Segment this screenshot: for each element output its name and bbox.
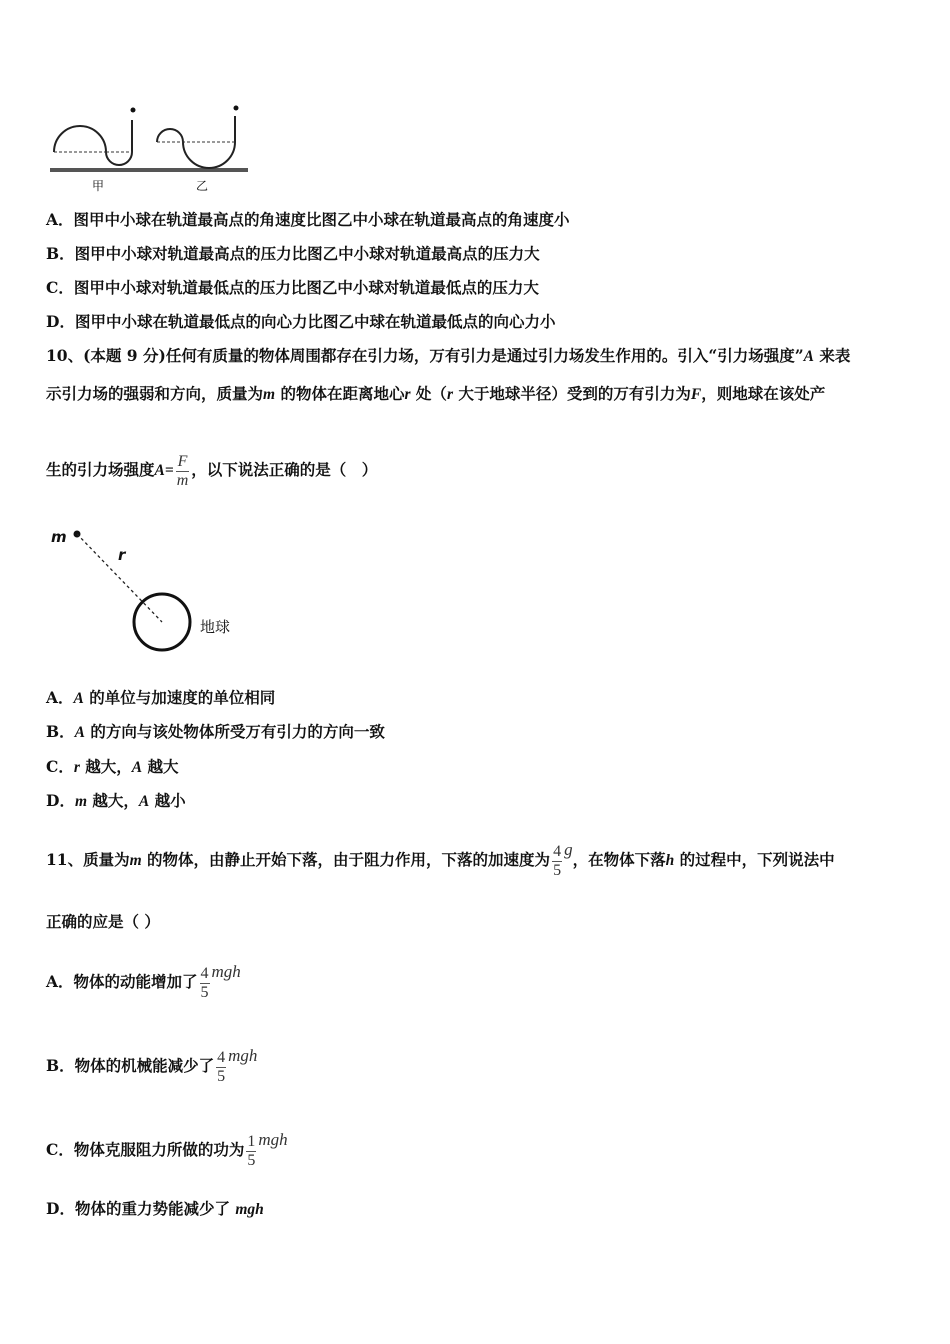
q10-a-var: A [73,690,84,707]
q10-option-a [46,688,275,709]
q10-c-var2: A [131,759,143,776]
label-r: r [118,546,126,564]
q10-c-var1: r [73,759,80,776]
q10-d-prefix: D． [46,791,75,810]
q11-d-var: mgh [235,1201,264,1218]
q10-text-2d: 大于地球半径）受到的万有引力为 [452,384,691,403]
label-jia: 甲 [92,179,105,193]
q11-option-d [46,1199,264,1220]
q10-c-mid: 越大， [79,757,132,776]
q10-c-prefix: C． [46,757,74,776]
ball-yi [234,106,239,111]
q10-d-end: 越小 [149,791,186,810]
q11-text-a: 质量为 [83,850,130,869]
earth-figure [44,520,264,660]
q11-a-suffix: mgh [211,962,241,981]
q10-score-tag: (本题 9 分) [83,346,166,365]
q11-b-suffix: mgh [228,1046,258,1065]
q11-frac-den: 5 [553,861,562,879]
q10-var-m: m [263,386,276,403]
q10-b-prefix: B． [46,722,75,741]
q11-text-c: ，在物体下落 [572,850,666,869]
q10-c-end: 越大 [142,757,179,776]
q10-var-r-2: r [446,386,453,403]
q11-var-h: h [665,852,675,869]
q11-text-d: 的过程中，下列说法中 [674,850,835,869]
q11-option-b [46,1034,257,1088]
q9-option-c: C．图甲中小球对轨道最低点的压力比图乙中小球对轨道最低点的压力大 [46,278,539,297]
q9-option-a: A．图甲中小球在轨道最高点的角速度比图乙中小球在轨道最高点的角速度小 [46,210,570,229]
ball-jia [131,108,136,113]
q11-option-c [46,1118,288,1172]
q11-c-num: 1 [247,1132,256,1150]
q10-var-r: r [404,386,411,403]
q11-b-text: B．物体的机械能减少了 [46,1056,215,1075]
q10-text-1-end: 来表 [814,346,851,365]
tracks-figure [44,100,254,196]
q10-text-2e: ，则地球在该处产 [701,384,826,403]
q11-frac-num: 4 [553,842,562,860]
q10-b-var: A [74,724,85,741]
q11-line-1 [46,830,835,881]
q10-fraction [176,453,190,490]
q10-frac-num: F [177,452,188,470]
q9-option-b: B．图甲中小球对轨道最高点的压力比图乙中小球对轨道最高点的压力大 [46,244,540,263]
q10-equation: A= [154,462,174,479]
label-yi: 乙 [196,179,209,193]
ground-line [50,168,248,172]
q10-text-2c: 处（ [410,384,447,403]
q10-line-1 [46,346,850,367]
q10-a-prefix: A． [46,688,74,707]
q10-text-3b: ，以下说法正确的是（ ） [191,460,378,479]
q11-number: 11、 [46,850,84,869]
q10-line-2 [46,384,825,405]
q10-d-var1: m [74,793,88,810]
q11-b-num: 4 [217,1048,226,1066]
q11-b-den: 5 [217,1067,226,1085]
q11-text-b: 的物体，由静止开始下落，由于阻力作用，下落的加速度为 [141,850,551,869]
q10-line-3 [46,450,377,491]
q11-line-2: 正确的应是（ ） [46,912,160,931]
q10-b-text: 的方向与该处物体所受万有引力的方向一致 [84,722,385,741]
q10-d-var2: A [138,793,150,810]
q11-a-den: 5 [200,983,209,1001]
q10-frac-den: m [176,471,189,489]
q9-option-d: D．图甲中小球在轨道最低点的向心力比图乙中球在轨道最低点的向心力小 [46,312,556,331]
label-earth: 地球 [200,618,231,636]
q11-option-a [46,950,241,1004]
q10-text-1: 任何有质量的物体周围都存在引力场，万有引力是通过引力场发生作用的。引入“引力场强度” [165,346,804,365]
q11-a-fraction [200,965,210,1002]
q10-var-a: A [803,348,815,365]
q11-fraction [552,843,562,880]
q11-c-text: C．物体克服阻力所做的功为 [46,1140,245,1159]
q11-b-fraction [216,1049,226,1086]
q10-a-text: 的单位与加速度的单位相同 [83,688,276,707]
q10-number: 10、 [46,346,84,365]
q10-var-f: F [690,386,702,403]
q10-d-mid: 越大， [87,791,139,810]
q11-frac-suffix: g [564,840,573,859]
q11-c-suffix: mgh [258,1130,288,1149]
q10-option-b [46,722,385,743]
q10-option-c [46,757,179,778]
q11-a-num: 4 [200,964,209,982]
q11-c-den: 5 [247,1151,256,1169]
track-jia [54,120,132,165]
q11-var-m: m [129,852,142,869]
q10-option-d [46,791,186,812]
q11-c-fraction [246,1133,256,1170]
q11-a-text: A．物体的动能增加了 [46,972,198,991]
q10-text-2a: 示引力场的强弱和方向，质量为 [46,384,264,403]
q11-d-text: D．物体的重力势能减少了 [46,1199,236,1218]
q10-text-2b: 的物体在距离地心 [275,384,405,403]
label-m: m [51,528,67,546]
q10-text-3a: 生的引力场强度 [46,460,155,479]
